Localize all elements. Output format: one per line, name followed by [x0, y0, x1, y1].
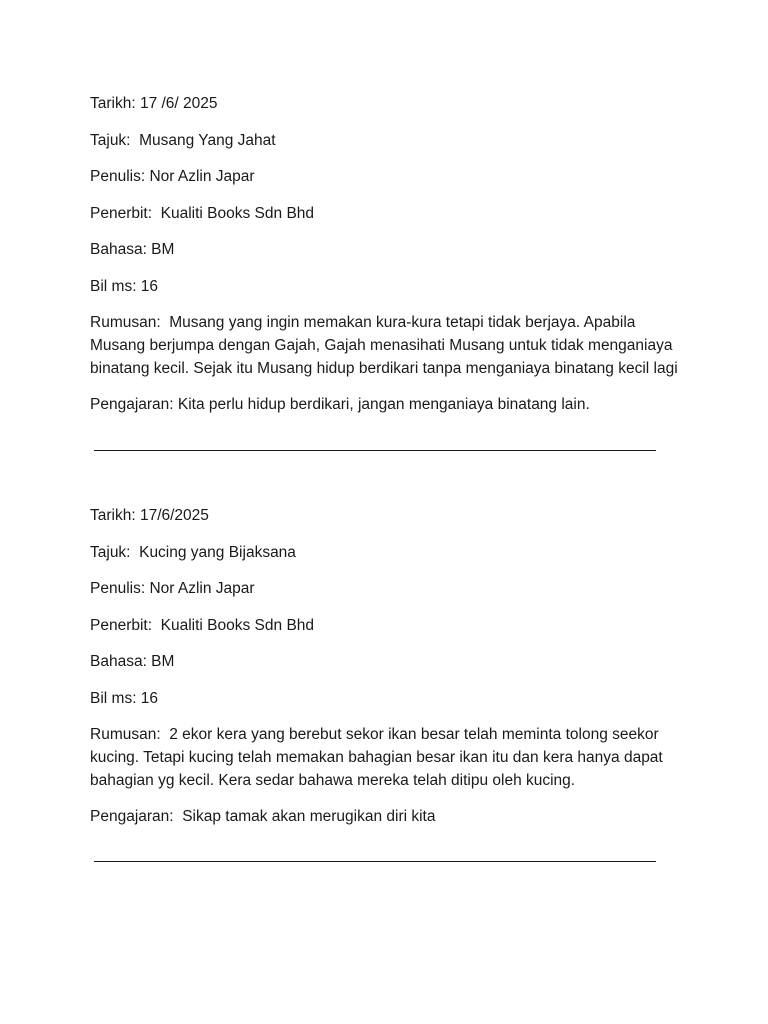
divider-line [94, 450, 656, 451]
penerbit-field: Penerbit: Kualiti Books Sdn Bhd [90, 616, 315, 634]
bil-ms-field: Bil ms: 16 [90, 689, 159, 707]
tajuk-field: Tajuk: Musang Yang Jahat [90, 131, 276, 149]
bil-ms-field: Bil ms: 16 [90, 277, 159, 295]
tarikh-field: Tarikh: 17/6/2025 [90, 507, 209, 524]
rumusan-field: Rumusan: 2 ekor kera yang berebut sekor ikan besar telah meminta tolong seekor kucing. Tetapi kucing telah memakan bahagian besar ikan itu dan kera hanya dapat bahagian yg kecil. Kera sedar bahawa mereka telah ditipu oleh kucing. [90, 726, 668, 789]
penulis-field: Penulis: Nor Azlin Japar [90, 168, 255, 185]
penulis-field: Penulis: Nor Azlin Japar [90, 580, 255, 597]
bahasa-field: Bahasa: BM [90, 653, 175, 670]
book-entry [90, 92, 690, 416]
penerbit-field: Penerbit: Kualiti Books Sdn Bhd [90, 204, 315, 222]
divider-line [94, 861, 656, 862]
tarikh-field: Tarikh: 17 /6/ 2025 [90, 95, 218, 112]
rumusan-field: Rumusan: Musang yang ingin memakan kura-kura tetapi tidak berjaya. Apabila Musang berjumpa dengan Gajah, Gajah menasihati Musang untuk tidak menganiaya binatang kecil. Sejak itu Musang hidup berdikari tanpa menganiaya binatang kecil lagi [90, 314, 678, 377]
book-entry [90, 504, 690, 828]
pengajaran-field: Pengajaran: Kita perlu hidup berdikari, jangan menganiaya binatang lain. [90, 396, 590, 413]
bahasa-field: Bahasa: BM [90, 241, 175, 258]
pengajaran-field: Pengajaran: Sikap tamak akan merugikan diri kita [90, 808, 436, 825]
tajuk-field: Tajuk: Kucing yang Bijaksana [90, 543, 296, 561]
